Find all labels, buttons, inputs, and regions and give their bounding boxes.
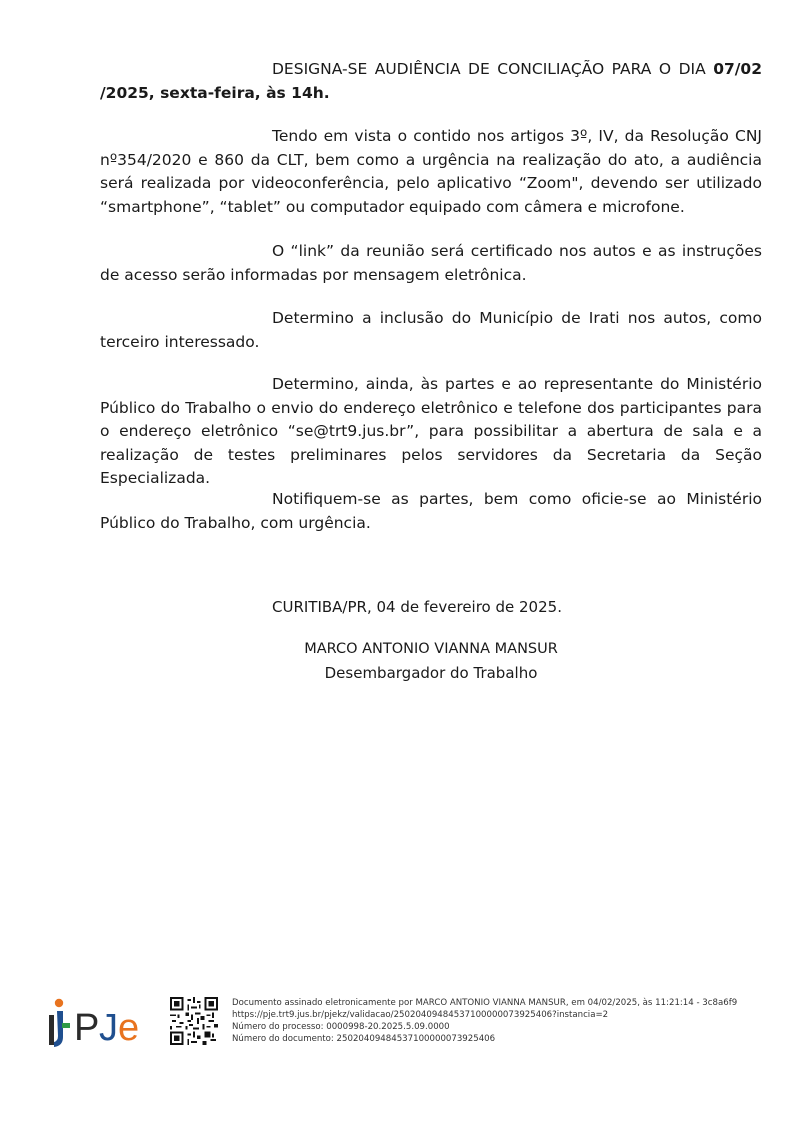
paragraph-link: [100, 240, 762, 287]
svg-text:P: P: [74, 1007, 100, 1049]
paragraph-text: Determino a inclusão do Município de Irati nos autos, como terceiro interessado.: [100, 309, 762, 351]
paragraph-text: O “link” da reunião será certificado nos autos e as instruções de acesso serão informadas por mensagem eletrônica.: [100, 242, 762, 284]
hearing-heading: [100, 58, 762, 105]
paragraph-contacts: [100, 373, 762, 491]
signer-role: Desembargador do Trabalho: [324, 664, 538, 682]
paragraph-videoconference: [100, 125, 762, 219]
signature-info: [232, 997, 737, 1045]
heading-date-part2: /2025, sexta-feira, às 14h.: [100, 83, 330, 102]
svg-text:e: e: [118, 1007, 140, 1049]
svg-text:J: J: [99, 1007, 118, 1049]
signer-name: MARCO ANTONIO VIANNA MANSUR: [304, 641, 558, 657]
pje-logo-icon: [46, 997, 160, 1051]
paragraph-text: Tendo em vista o contido nos artigos 3º, IV, da Resolução CNJ nº354/2020 e 860 da CLT, bem como a urgência na realização do ato, a audiência será realizada por videoconferência, pelo aplicativo “Zoom", devendo ser utilizado “smartphone”, “tablet” ou computador equipado com câmera e microfone.: [100, 127, 762, 216]
paragraph-municipality: [100, 307, 762, 354]
date-line: CURITIBA/PR, 04 de fevereiro de 2025.: [272, 598, 562, 616]
signature-footer: [46, 995, 766, 1055]
paragraph-text: Determino, ainda, às partes e ao representante do Ministério Público do Trabalho o envio do endereço eletrônico e telefone dos participantes para o endereço eletrônico “se@trt9.jus.br”, para possibilitar a abertura de sala e a realização de testes preliminares pelos servidores da Secretaria da Seção Especializada.: [100, 375, 762, 487]
signature-line: Documento assinado eletronicamente por MARCO ANTONIO VIANNA MANSUR, em 04/02/2025, às 11:21:14 - 3c8a6f9: [232, 998, 738, 1008]
qr-code-icon[interactable]: [170, 997, 218, 1045]
heading-regular: DESIGNA-SE AUDIÊNCIA DE CONCILIAÇÃO PARA O DIA: [272, 60, 714, 78]
heading-date-part1: 07/02: [713, 60, 762, 78]
paragraph-text: Notifiquem-se as partes, bem como oficie-se ao Ministério Público do Trabalho, com urgência.: [100, 490, 762, 532]
process-number: Número do processo: 0000998-20.2025.5.09.0000: [232, 1022, 450, 1032]
paragraph-notify: [100, 488, 762, 535]
document-number: Número do documento: 25020409484537100000073925406: [232, 1034, 496, 1044]
validation-url[interactable]: https://pje.trt9.jus.br/pjekz/validacao/25020409484537100000073925406?instancia=2: [232, 1010, 609, 1020]
